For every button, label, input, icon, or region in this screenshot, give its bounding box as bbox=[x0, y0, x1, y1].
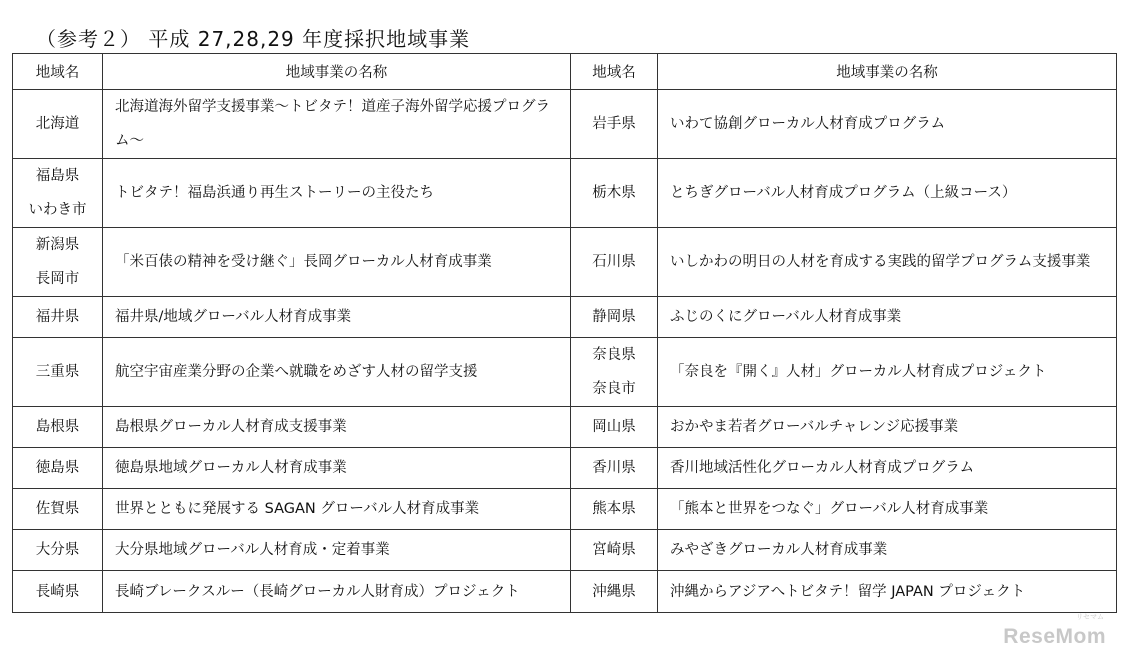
region-name: 奈良県 bbox=[592, 347, 636, 363]
header-name-right: 地域事業の名称 bbox=[658, 54, 1117, 90]
table-row bbox=[13, 228, 1117, 297]
region-cell-right bbox=[571, 571, 658, 613]
region-cell-right bbox=[571, 530, 658, 571]
table-row bbox=[13, 489, 1117, 530]
document-title: （参考２） 平成 27,28,29 年度採択地域事業 bbox=[36, 27, 471, 51]
project-name-right: みやざきグローカル人材育成事業 bbox=[658, 530, 1117, 571]
table-row bbox=[13, 159, 1117, 228]
region-name: 静岡県 bbox=[592, 309, 636, 325]
table-row bbox=[13, 407, 1117, 448]
region-name: 大分県 bbox=[35, 542, 80, 558]
region-name: 福島県 bbox=[35, 168, 80, 184]
watermark-logo: ReseMom bbox=[1003, 625, 1106, 648]
region-name: いわき市 bbox=[28, 202, 87, 218]
header-name-left: 地域事業の名称 bbox=[103, 54, 571, 90]
region-cell-left bbox=[13, 90, 103, 159]
project-name-left: 「米百俵の精神を受け継ぐ」長岡グローカル人材育成事業 bbox=[103, 228, 571, 297]
table-row bbox=[13, 571, 1117, 613]
table-row bbox=[13, 338, 1117, 407]
region-cell-left bbox=[13, 228, 103, 297]
watermark-sub: リセマム bbox=[1076, 613, 1104, 621]
region-cell-left bbox=[13, 159, 103, 228]
header-region-right: 地域名 bbox=[571, 54, 658, 90]
project-name-left: 島根県グローカル人材育成支援事業 bbox=[103, 407, 571, 448]
project-name-right: 「奈良を『開く』人材」グローカル人材育成プロジェクト bbox=[658, 338, 1117, 407]
region-cell-right bbox=[571, 159, 658, 228]
project-name-right: おかやま若者グローバルチャレンジ応援事業 bbox=[658, 407, 1117, 448]
table-row bbox=[13, 448, 1117, 489]
region-cell-left bbox=[13, 338, 103, 407]
project-name-left: 福井県/地域グローバル人材育成事業 bbox=[103, 297, 571, 338]
project-name-left: 航空宇宙産業分野の企業へ就職をめざす人材の留学支援 bbox=[103, 338, 571, 407]
project-name-right: ふじのくにグローバル人材育成事業 bbox=[658, 297, 1117, 338]
region-cell-left bbox=[13, 571, 103, 613]
project-name-left: 長崎ブレークスルー（長崎グローカル人財育成）プロジェクト bbox=[103, 571, 571, 613]
region-name: 香川県 bbox=[592, 460, 636, 476]
region-name: 福井県 bbox=[35, 309, 80, 325]
region-name: 岡山県 bbox=[592, 419, 636, 435]
region-cell-right bbox=[571, 228, 658, 297]
table-row bbox=[13, 530, 1117, 571]
region-name: 奈良市 bbox=[592, 381, 636, 397]
region-cell-right bbox=[571, 297, 658, 338]
region-name: 栃木県 bbox=[592, 185, 636, 201]
project-name-right: 沖縄からアジアへトビタテ！留学 JAPAN プロジェクト bbox=[658, 571, 1117, 613]
region-name: 長崎県 bbox=[35, 583, 80, 600]
region-name: 熊本県 bbox=[592, 501, 636, 517]
project-name-left: 北海道海外留学支援事業～トビタテ！道産子海外留学応援プログラム～ bbox=[103, 90, 571, 159]
table-row bbox=[13, 297, 1117, 338]
region-name: 長岡市 bbox=[35, 271, 80, 287]
project-name-right: いわて協創グローカル人材育成プログラム bbox=[658, 90, 1117, 159]
region-projects-table bbox=[12, 53, 1117, 613]
region-name: 宮崎県 bbox=[592, 542, 636, 558]
region-name: 岩手県 bbox=[592, 116, 636, 132]
region-name: 佐賀県 bbox=[35, 501, 80, 517]
region-cell-left bbox=[13, 489, 103, 530]
region-name: 徳島県 bbox=[35, 460, 80, 476]
table-row bbox=[13, 90, 1117, 159]
region-name: 三重県 bbox=[35, 364, 80, 380]
region-name: 石川県 bbox=[592, 254, 636, 270]
region-cell-left bbox=[13, 448, 103, 489]
project-name-right: 「熊本と世界をつなぐ」グローバル人材育成事業 bbox=[658, 489, 1117, 530]
table-header-row bbox=[13, 54, 1117, 90]
region-cell-right bbox=[571, 90, 658, 159]
project-name-left: 徳島県地域グローカル人材育成事業 bbox=[103, 448, 571, 489]
region-cell-right bbox=[571, 407, 658, 448]
region-cell-left bbox=[13, 407, 103, 448]
project-name-right: いしかわの明日の人材を育成する実践的留学プログラム支援事業 bbox=[658, 228, 1117, 297]
region-cell-right bbox=[571, 338, 658, 407]
project-name-left: トビタテ！福島浜通り再生ストーリーの主役たち bbox=[103, 159, 571, 228]
region-cell-right bbox=[571, 448, 658, 489]
project-name-right: とちぎグローバル人材育成プログラム（上級コース） bbox=[658, 159, 1117, 228]
region-cell-right bbox=[571, 489, 658, 530]
project-name-left: 世界とともに発展する SAGAN グローバル人材育成事業 bbox=[103, 489, 571, 530]
region-name: 北海道 bbox=[35, 116, 80, 132]
project-name-right: 香川地域活性化グローカル人材育成プログラム bbox=[658, 448, 1117, 489]
region-cell-left bbox=[13, 530, 103, 571]
region-name: 新潟県 bbox=[35, 237, 80, 253]
region-cell-left bbox=[13, 297, 103, 338]
header-region-left: 地域名 bbox=[13, 54, 103, 90]
region-name: 島根県 bbox=[35, 419, 80, 435]
region-name: 沖縄県 bbox=[592, 583, 636, 600]
project-name-left: 大分県地域グローバル人材育成・定着事業 bbox=[103, 530, 571, 571]
